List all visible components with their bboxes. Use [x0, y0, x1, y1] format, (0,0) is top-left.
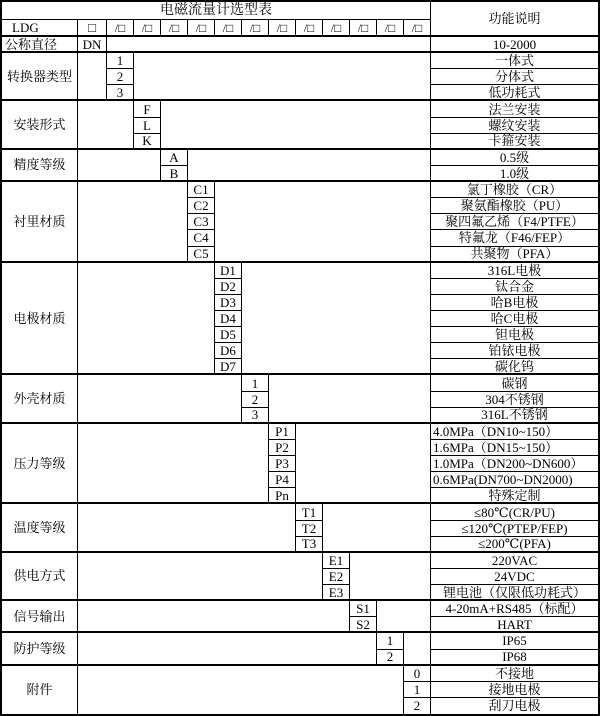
filler-cell [134, 53, 431, 101]
category-code: E1 [323, 553, 350, 569]
model-code-slot: /□ [161, 20, 188, 37]
model-code-slot: /□ [107, 20, 134, 37]
category-code: D3 [215, 295, 242, 311]
category-code: T1 [296, 504, 323, 520]
function-value: ≤80℃(CR/PU) [431, 504, 598, 520]
category-label: 公称直径 [2, 37, 78, 53]
category-code: A [161, 150, 188, 166]
filler-cell [404, 633, 431, 665]
category-code: 1 [377, 633, 404, 649]
filler-cell [78, 263, 215, 376]
category-code: 0 [404, 666, 431, 682]
filler-cell [78, 182, 188, 263]
model-prefix: LDG [2, 20, 78, 37]
category-code: D1 [215, 263, 242, 279]
filler-cell [78, 53, 107, 101]
category-code: D2 [215, 279, 242, 295]
function-value: 1.0MPa（DN200~DN600） [431, 456, 598, 472]
model-code-slot: /□ [269, 20, 296, 37]
function-value: 卡箍安装 [431, 134, 598, 150]
category-code: DN [78, 37, 107, 53]
function-value: 不接地 [431, 666, 598, 682]
function-value: 碳化钨 [431, 359, 598, 375]
function-value: 分体式 [431, 69, 598, 85]
function-value: 聚四氟乙烯（F4/PTFE） [431, 214, 598, 230]
function-value: IP68 [431, 650, 598, 666]
category-code: 2 [404, 698, 431, 714]
filler-cell [78, 504, 296, 552]
function-value: 1.6MPa（DN15~150） [431, 440, 598, 456]
function-value: 304不锈钢 [431, 392, 598, 408]
function-value: 哈B电极 [431, 295, 598, 311]
category-code: 3 [242, 408, 269, 424]
function-value: 10-2000 [431, 37, 598, 53]
category-code: T2 [296, 521, 323, 537]
category-code: S2 [350, 617, 377, 633]
filler-cell [78, 150, 161, 182]
category-label: 衬里材质 [2, 182, 78, 263]
table-title: 电磁流量计选型表 [2, 2, 431, 20]
function-header: 功能说明 [431, 2, 598, 37]
function-value: 氯丁橡胶（CR） [431, 182, 598, 198]
filler-cell [78, 633, 377, 665]
filler-cell [242, 263, 431, 376]
category-label: 转换器类型 [2, 53, 78, 101]
category-code: 2 [107, 69, 134, 85]
filler-cell [323, 504, 431, 552]
function-value: ≤200℃(PFA) [431, 537, 598, 553]
model-code-slot: /□ [242, 20, 269, 37]
filler-cell [78, 375, 242, 423]
category-code: D4 [215, 311, 242, 327]
category-code: 2 [377, 650, 404, 666]
function-value: 钽电极 [431, 327, 598, 343]
category-code: B [161, 166, 188, 182]
function-value: 24VDC [431, 569, 598, 585]
category-code: T3 [296, 537, 323, 553]
filler-cell [269, 375, 431, 423]
category-code: C4 [188, 230, 215, 246]
category-code: C3 [188, 214, 215, 230]
category-label: 信号输出 [2, 601, 78, 633]
function-value: 特氟龙（F46/FEP） [431, 230, 598, 246]
category-label: 精度等级 [2, 150, 78, 182]
category-code: L [134, 118, 161, 134]
filler-cell [350, 553, 431, 601]
category-label: 温度等级 [2, 504, 78, 552]
category-label: 压力等级 [2, 424, 78, 505]
category-code: D6 [215, 343, 242, 359]
function-value: 法兰安装 [431, 101, 598, 117]
function-value: 一体式 [431, 53, 598, 69]
model-code-slot: /□ [188, 20, 215, 37]
category-code: P4 [269, 472, 296, 488]
category-label: 外壳材质 [2, 375, 78, 423]
model-code-slot: /□ [404, 20, 431, 37]
filler-cell [78, 424, 269, 505]
category-label: 供电方式 [2, 553, 78, 601]
function-value: ≤120℃(PTEP/FEP) [431, 521, 598, 537]
function-value: 共聚物（PFA） [431, 247, 598, 263]
category-label: 电极材质 [2, 263, 78, 376]
function-value: 316L不锈钢 [431, 408, 598, 424]
category-code: D7 [215, 359, 242, 375]
filler-cell [296, 424, 431, 505]
model-code-slot: /□ [215, 20, 242, 37]
model-code-slot: /□ [350, 20, 377, 37]
category-code: P2 [269, 440, 296, 456]
function-value: 0.5级 [431, 150, 598, 166]
category-label: 安装形式 [2, 101, 78, 149]
function-value: 316L电极 [431, 263, 598, 279]
function-value: 哈C电极 [431, 311, 598, 327]
category-code: 2 [242, 392, 269, 408]
function-value: HART [431, 617, 598, 633]
model-code-slot: /□ [134, 20, 161, 37]
filler-cell [78, 553, 323, 601]
category-label: 附件 [2, 666, 78, 714]
function-value: 锂电池（仅限低功耗式） [431, 585, 598, 601]
function-value: 特殊定制 [431, 488, 598, 504]
function-value: 1.0级 [431, 166, 598, 182]
category-code: 3 [107, 85, 134, 101]
filler-cell [107, 37, 431, 53]
function-value: 低功耗式 [431, 85, 598, 101]
category-code: C2 [188, 198, 215, 214]
category-label: 防护等级 [2, 633, 78, 665]
filler-cell [188, 150, 431, 182]
function-value: IP65 [431, 633, 598, 649]
category-code: 1 [404, 682, 431, 698]
function-value: 220VAC [431, 553, 598, 569]
model-code-slot: /□ [377, 20, 404, 37]
filler-cell [377, 601, 431, 633]
function-value: 聚氨酯橡胶（PU） [431, 198, 598, 214]
function-value: 螺纹安装 [431, 118, 598, 134]
model-code-slot: /□ [323, 20, 350, 37]
function-value: 铂铱电极 [431, 343, 598, 359]
category-code: S1 [350, 601, 377, 617]
category-code: F [134, 101, 161, 117]
function-value: 钛合金 [431, 279, 598, 295]
filler-cell [78, 601, 350, 633]
filler-cell [215, 182, 431, 263]
category-code: P1 [269, 424, 296, 440]
filler-cell [161, 101, 431, 149]
category-code: E2 [323, 569, 350, 585]
category-code: K [134, 134, 161, 150]
category-code: C5 [188, 247, 215, 263]
model-base-code-box: □ [78, 20, 107, 37]
function-value: 4.0MPa（DN10~150） [431, 424, 598, 440]
category-code: 1 [107, 53, 134, 69]
category-code: Pn [269, 488, 296, 504]
category-code: E3 [323, 585, 350, 601]
function-value: 刮刀电极 [488, 698, 541, 714]
function-value: 0.6MPa(DN700~DN2000) [431, 472, 598, 488]
category-code: C1 [188, 182, 215, 198]
function-value: 4-20mA+RS485（标配） [431, 601, 598, 617]
filler-cell [78, 101, 134, 149]
category-code: D5 [215, 327, 242, 343]
function-value: 接地电极 [431, 682, 598, 698]
model-code-slot: /□ [296, 20, 323, 37]
category-code: 1 [242, 375, 269, 391]
category-code: P3 [269, 456, 296, 472]
function-value: 碳钢 [431, 375, 598, 391]
filler-cell [78, 666, 404, 714]
